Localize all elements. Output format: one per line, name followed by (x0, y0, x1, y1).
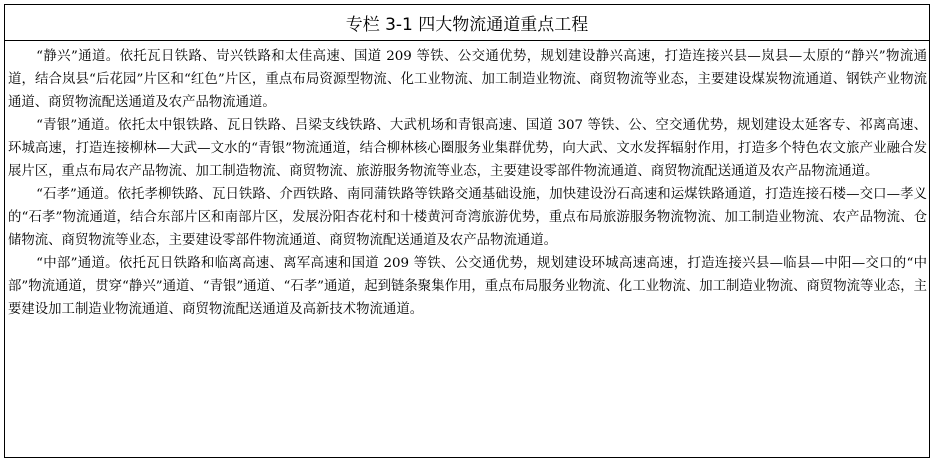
section-jingxing-channel: “静兴”通道。依托瓦日铁路、岢兴铁路和太佳高速、国道 209 等铁、公交通优势，规划建设静兴高速，打造连接兴县—岚县—太原的“静兴”物流通道，结合岚县“后花园”片区和“红色”片区，重点布局资源型物流、化工业物流、加工制造业物流、商贸物流等业态，主要建设煤炭物流通道、钢铁产业物流通道、商贸物流配送通道及农产品物流通道。 (8, 49, 927, 110)
section-shixiao-channel: “石孝”通道。依托孝柳铁路、瓦日铁路、介西铁路、南同蒲铁路等铁路交通基础设施，加快建设汾石高速和运煤铁路通道，打造连接石楼—交口—孝义的“石孝”物流通道，结合东部片区和南部片区，发展汾阳杏花村和十楼黄河奇湾旅游优势，重点布局旅游服务物流物流、加工制造业物流、农产品物流、仓储物流、商贸物流等业态，主要建设零部件物流通道、商贸物流配送通道及农产品物流通道。 (8, 187, 927, 248)
column-box (4, 4, 930, 458)
column-title: 专栏 3-1 四大物流通道重点工程 (5, 5, 929, 41)
section-qingyin-channel: “青银”通道。依托太中银铁路、瓦日铁路、吕梁支线铁路、大武机场和青银高速、国道 307 等铁、公、空交通优势，规划建设太延客专、祁离高速、环城高速，打造连接柳林—大武—文水的“青银”物流通道，结合柳林核心圈服务业集群优势，向大武、文水发挥辐射作用，打造多个特色农文旅产业融合发展片区，重点布局农产品物流、加工制造物流、商贸物流、旅游服务物流等业态，主要建设零部件物流通道、商贸物流配送通道及农产品物流通道。 (8, 118, 927, 179)
column-content (5, 41, 929, 321)
section-zhongbu-channel: “中部”通道。依托瓦日铁路和临离高速、离军高速和国道 209 等铁、公交通优势，规划建设环城高速高速，打造连接兴县—临县—中阳—交口的“中部”物流通道，贯穿“静兴”通道、“青银”通道、“石孝”通道，起到链条聚集作用，重点布局服务业物流、化工业物流、加工制造业物流、商贸物流等业态，主要建设加工制造业物流通道、商贸物流配送通道及高新技术物流通道。 (8, 256, 927, 317)
